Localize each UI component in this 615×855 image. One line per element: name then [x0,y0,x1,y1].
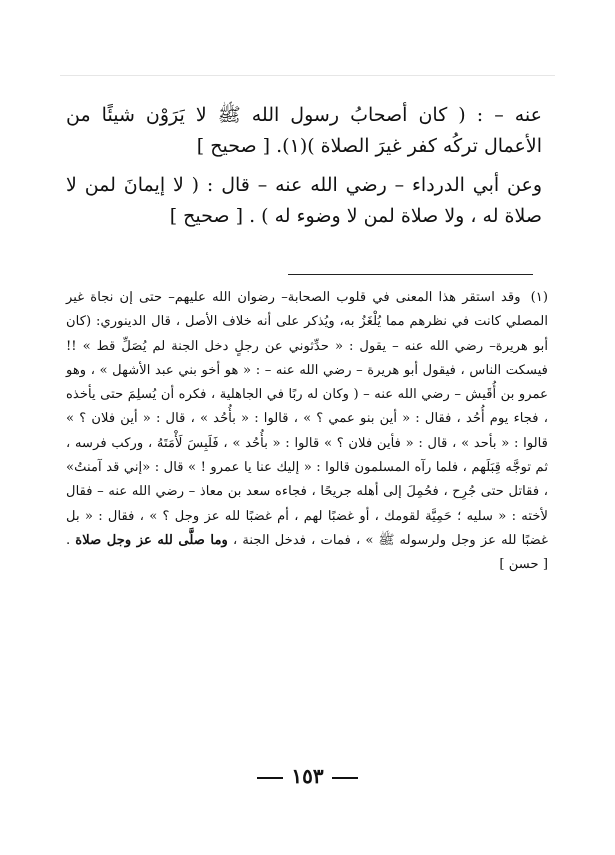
hadith-1-grade: [ صحيح ] [196,135,271,157]
footnote-number: (١) [530,290,548,305]
hadith-paragraph-2 [66,170,542,232]
page-number [0,764,615,788]
hadith-2-grade: [ صحيح ] [169,205,244,227]
footnote-grade: [ حسن ] [499,557,548,573]
footnote-separator [288,274,533,275]
page-number-dash-left [257,777,283,779]
hadith-paragraph-1 [66,100,542,162]
hadith-2-text: وعن أبي الدرداء – رضي الله عنه – قال : ( لا إيمانَ لمن لا صلاة له ، ولا صلاة لمن لا وضوء له ) . [66,174,542,227]
footnote [66,286,548,578]
main-text [66,100,542,240]
footnote-text: وقد استقر هذا المعنى في قلوب الصحابة– رضوان الله عليهم– حتى إن نجاة غير المصلي كانت في نظرهم مما يُلْغَزُ به، ويُذكر على أنه خلاف الأصل ، قال الدينوري: (كان أبو هريرة– رضي الله عنه – يقول : « حدِّثوني عن رجلٍ دخل الجنة لم يُصَلِّ قط » !! فيسكت الناس ، فيقول أبو هريرة – رضي الله عنه – : « هو أخو بني عبد الأشهل » ، وهو عمرو بن أُقَيش – رضي الله عنه – ( وكان له ربًا في الجاهلية ، فكره أن يُسلِمَ حتى يأخذه ، فجاء يوم أُحُد ، فقال : « أين بنو عمي ؟ » ، قالوا : « بأُحُد » ، قال : « أين فلان ؟ » قالوا : « بأحد » ، قال : « فأين فلان ؟ » قالوا : « بأُحُد » ، فَلَبِسَ لَأْمَتَهُ ، وركب فرسه ، ثم توجَّه قِبَلَهم ، فلما رآه المسلمون قالوا : « إليك عنا يا عمرو ! » قال : «إني قد آمنتُ» ، فقاتل حتى جُرِح ، فحُمِلَ إلى أهله جريحًا ، فجاءه سعد بن معاذ – رضي الله عنه – فقال لأخته : « سليه ؛ حَمِيَّة لقومك ، أو غضبًا لهم ، أم غضبًا لله عز وجل ؟ » ، فقال : « بل غضبًا لله عز وجل ولرسوله ﷺ » ، فمات ، فدخل الجنة ، [66,290,548,548]
page-number-value: ١٥٣ [291,764,324,788]
hadith-1-text: عنه – : ( كان أصحابُ رسول الله ﷺ لا يَرَوْن شيئًا من الأعمال تركُه كفر غيرَ الصلاة )(١). [66,104,542,157]
page-number-dash-right [332,777,358,779]
footnote-bold-text: وما صلَّى لله عز وجل صلاة [75,532,228,548]
footnote-text-end: . [66,532,76,548]
header-rule [60,75,555,76]
